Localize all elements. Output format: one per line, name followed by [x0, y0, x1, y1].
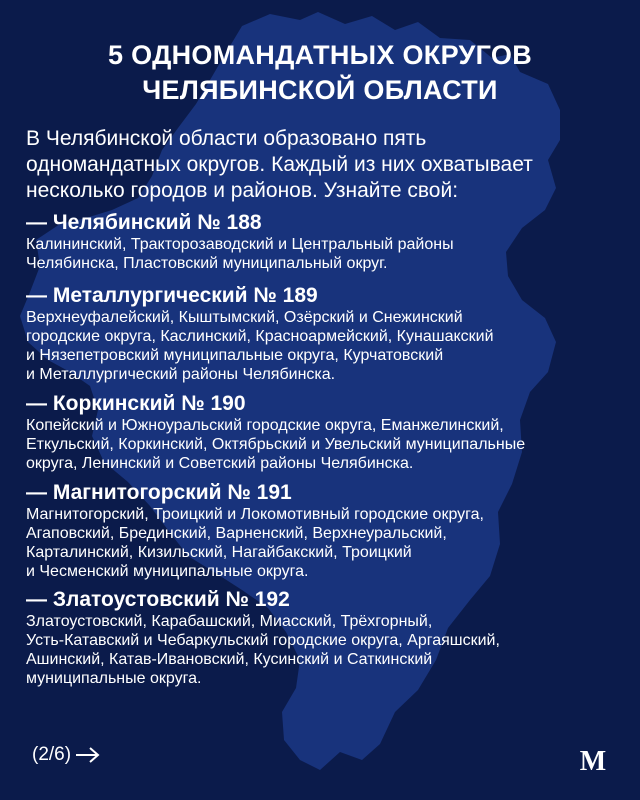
- district-line: Еткульский, Коркинский, Октябрьский и Увельский муниципальные: [26, 436, 526, 453]
- intro-line-3: несколько городов и районов. Узнайте свой:: [26, 179, 459, 202]
- district-line: Копейский и Южноуральский городские округа, Еманжелинский,: [26, 417, 504, 434]
- district-190: [26, 391, 626, 473]
- district-line: Магнитогорский, Троицкий и Локомотивный городские округа,: [26, 506, 484, 523]
- district-description: [26, 235, 626, 273]
- page-title: [40, 38, 600, 108]
- district-192: [26, 587, 626, 688]
- district-line: и Нязепетровский муниципальные округа, Курчатовский: [26, 347, 444, 364]
- district-line: Усть-Катавский и Чебаркульский городские округа, Аргаяшский,: [26, 632, 500, 649]
- intro-line-1: В Челябинской области образовано пять: [26, 127, 427, 150]
- district-description: [26, 612, 626, 688]
- district-line: Карталинский, Кизильский, Нагайбакский, Троицкий: [26, 544, 412, 561]
- district-line: городские округа, Каслинский, Красноармейский, Кунашакский: [26, 328, 494, 345]
- district-line: Агаповский, Брединский, Варненский, Верхнеуральский,: [26, 525, 447, 542]
- district-line: Верхнеуфалейский, Кыштымский, Озёрский и Снежинский: [26, 309, 463, 326]
- arrow-right-icon[interactable]: [75, 746, 101, 764]
- district-description: [26, 308, 626, 384]
- district-line: муниципальные округа.: [26, 670, 202, 687]
- district-line: Челябинска, Пластовский муниципальный округ.: [26, 255, 388, 272]
- intro-line-2: одномандатных округов. Каждый из них охватывает: [26, 153, 533, 176]
- district-line: округа, Ленинский и Советский районы Челябинска.: [26, 455, 414, 472]
- district-name: — Металлургический № 189: [26, 284, 318, 307]
- district-191: [26, 480, 626, 581]
- brand-logo-icon: [575, 746, 611, 774]
- district-line: Ашинский, Катав-Ивановский, Кусинский и Саткинский: [26, 651, 433, 668]
- district-188: [26, 210, 626, 273]
- district-line: Калининский, Тракторозаводский и Центральный районы: [26, 236, 454, 253]
- district-line: и Металлургический районы Челябинска.: [26, 366, 336, 383]
- pager[interactable]: [32, 744, 101, 766]
- page-counter: (2/6): [32, 744, 72, 765]
- district-name: — Магнитогорский № 191: [26, 481, 292, 504]
- district-name: — Златоустовский № 192: [26, 588, 290, 611]
- district-line: и Чесменский муниципальные округа.: [26, 563, 309, 580]
- district-description: [26, 416, 626, 473]
- district-name: — Коркинский № 190: [26, 392, 246, 415]
- brand-logo-text: M: [579, 746, 607, 774]
- district-line: Златоустовский, Карабашский, Миасский, Трёхгорный,: [26, 613, 433, 630]
- intro-paragraph: [26, 126, 626, 204]
- district-189: [26, 283, 626, 384]
- title-line-2: ЧЕЛЯБИНСКОЙ ОБЛАСТИ: [142, 75, 498, 105]
- district-description: [26, 505, 626, 581]
- title-line-1: 5 ОДНОМАНДАТНЫХ ОКРУГОВ: [108, 40, 532, 70]
- district-name: — Челябинский № 188: [26, 211, 262, 234]
